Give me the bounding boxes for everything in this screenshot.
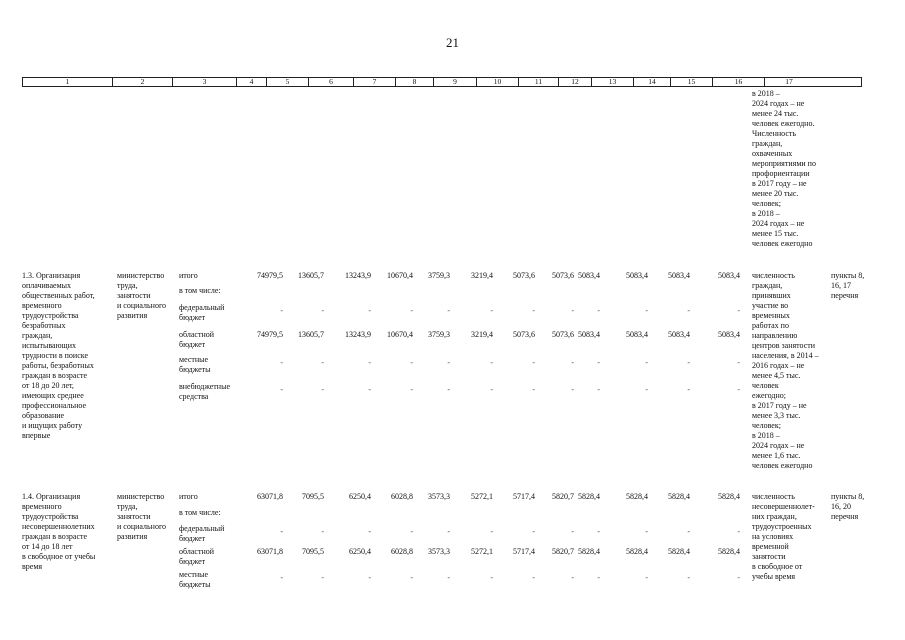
empty-value-dash: - (571, 385, 574, 394)
total-value: 6028,8 (391, 492, 413, 501)
page-number: 21 (446, 35, 459, 50)
empty-value-dash: - (687, 358, 690, 367)
regional-budget-value: 74979,5 (257, 330, 283, 339)
total-value: 5717,4 (513, 492, 535, 501)
header-col-4: 4 (237, 78, 267, 86)
row-points: пункты 8, 16, 20 перечня (831, 492, 865, 521)
empty-value-dash: - (645, 306, 648, 315)
empty-value-dash: - (447, 358, 450, 367)
header-col-1: 1 (23, 78, 113, 86)
regional-budget-value: 5083,4 (668, 330, 690, 339)
funding-source: итого (179, 271, 198, 280)
empty-value-dash: - (368, 385, 371, 394)
empty-value-dash: - (571, 573, 574, 582)
empty-value-dash: - (410, 527, 413, 536)
regional-budget-value: 10670,4 (387, 330, 413, 339)
total-value: 5083,4 (626, 271, 648, 280)
total-value: 3573,3 (428, 492, 450, 501)
empty-value-dash: - (532, 573, 535, 582)
header-col-10: 10 (477, 78, 519, 86)
funding-source: федеральный бюджет (179, 524, 225, 543)
empty-value-dash: - (321, 358, 324, 367)
empty-value-dash: - (410, 573, 413, 582)
empty-value-dash: - (597, 358, 600, 367)
empty-value-dash: - (410, 306, 413, 315)
empty-value-dash: - (737, 358, 740, 367)
empty-value-dash: - (368, 358, 371, 367)
total-value: 5828,4 (718, 492, 740, 501)
empty-value-dash: - (490, 573, 493, 582)
row-indicator: численность граждан, принявших участие во временных работах по направлению центров занятости населения, в 2014 – 2016 годах – не менее 4,5 тыс. человек ежегодно; в 2017 году – не менее 3,3 тыс. человек; в 2018 – 2024 годах – не менее 1,6 тыс. человек ежегодно (752, 271, 819, 470)
empty-value-dash: - (321, 385, 324, 394)
total-value: 5083,4 (668, 271, 690, 280)
regional-budget-value: 13605,7 (298, 330, 324, 339)
regional-budget-value: 7095,5 (302, 547, 324, 556)
regional-budget-value: 13243,9 (345, 330, 371, 339)
header-col-13: 13 (592, 78, 634, 86)
regional-budget-value: 5083,4 (626, 330, 648, 339)
regional-budget-value: 5083,4 (578, 330, 600, 339)
empty-value-dash: - (410, 358, 413, 367)
empty-value-dash: - (490, 527, 493, 536)
total-value: 5073,6 (513, 271, 535, 280)
header-col-7: 7 (354, 78, 396, 86)
header-col-12: 12 (559, 78, 592, 86)
empty-value-dash: - (645, 573, 648, 582)
empty-value-dash: - (368, 573, 371, 582)
empty-value-dash: - (280, 527, 283, 536)
empty-value-dash: - (280, 385, 283, 394)
funding-source: внебюджетные средства (179, 382, 230, 401)
regional-budget-value: 5272,1 (471, 547, 493, 556)
total-value: 7095,5 (302, 492, 324, 501)
empty-value-dash: - (687, 306, 690, 315)
empty-value-dash: - (368, 527, 371, 536)
header-col-14: 14 (634, 78, 671, 86)
header-col-2: 2 (113, 78, 173, 86)
regional-budget-value: 5820,7 (552, 547, 574, 556)
empty-value-dash: - (571, 358, 574, 367)
regional-budget-value: 6028,8 (391, 547, 413, 556)
empty-value-dash: - (321, 573, 324, 582)
empty-value-dash: - (597, 527, 600, 536)
empty-value-dash: - (687, 573, 690, 582)
empty-value-dash: - (280, 306, 283, 315)
regional-budget-value: 63071,8 (257, 547, 283, 556)
empty-value-dash: - (645, 527, 648, 536)
regional-budget-value: 3759,3 (428, 330, 450, 339)
header-col-8: 8 (396, 78, 434, 86)
funding-source: местные бюджеты (179, 355, 211, 374)
funding-source: федеральный бюджет (179, 303, 225, 322)
empty-value-dash: - (532, 527, 535, 536)
regional-budget-value: 5828,4 (668, 547, 690, 556)
funding-source: в том числе: (179, 508, 221, 517)
empty-value-dash: - (368, 306, 371, 315)
empty-value-dash: - (687, 527, 690, 536)
empty-value-dash: - (597, 306, 600, 315)
total-value: 5828,4 (578, 492, 600, 501)
empty-value-dash: - (321, 527, 324, 536)
empty-value-dash: - (737, 573, 740, 582)
total-value: 3759,3 (428, 271, 450, 280)
regional-budget-value: 5083,4 (718, 330, 740, 339)
funding-source: итого (179, 492, 198, 501)
total-value: 74979,5 (257, 271, 283, 280)
total-value: 5820,7 (552, 492, 574, 501)
empty-value-dash: - (490, 385, 493, 394)
table-header-row (22, 77, 862, 87)
empty-value-dash: - (571, 527, 574, 536)
empty-value-dash: - (571, 306, 574, 315)
empty-value-dash: - (532, 385, 535, 394)
row-title: 1.4. Организация временного трудоустройства несовершеннолетних граждан в возрасте от 14 до 18 лет в свободное от учебы время (22, 492, 96, 571)
empty-value-dash: - (737, 306, 740, 315)
funding-source: областной бюджет (179, 547, 215, 566)
total-value: 13605,7 (298, 271, 324, 280)
empty-value-dash: - (687, 385, 690, 394)
row-title: 1.3. Организация оплачиваемых общественных работ, временного трудоустройства безработных граждан, испытывающих трудности в поиске работы, безработных граждан в возрасте от 18 до 20 лет, имеющих среднее профессиональное образование и ищущих работу впервые (22, 271, 95, 440)
header-col-6: 6 (309, 78, 354, 86)
empty-value-dash: - (321, 306, 324, 315)
empty-value-dash: - (280, 573, 283, 582)
funding-source: областной бюджет (179, 330, 215, 349)
empty-value-dash: - (447, 306, 450, 315)
total-value: 3219,4 (471, 271, 493, 280)
regional-budget-value: 5828,4 (578, 547, 600, 556)
header-col-17: 17 (785, 77, 793, 86)
continued-indicator-text: в 2018 – 2024 годах – не менее 24 тыс. человек ежегодно. Численность граждан, охваченных мероприятиями по профориентации в 2017 году – не менее 20 тыс. человек; в 2018 – 2024 годах – не менее 15 тыс. человек ежегодно (752, 89, 816, 248)
regional-budget-value: 5073,6 (513, 330, 535, 339)
regional-budget-value: 3219,4 (471, 330, 493, 339)
total-value: 5083,4 (718, 271, 740, 280)
regional-budget-value: 6250,4 (349, 547, 371, 556)
header-col-15: 15 (671, 78, 713, 86)
header-col-3: 3 (173, 78, 237, 86)
regional-budget-value: 5828,4 (718, 547, 740, 556)
total-value: 5083,4 (578, 271, 600, 280)
row-executor: министерство труда, занятости и социального развития (117, 492, 167, 541)
empty-value-dash: - (280, 358, 283, 367)
total-value: 5828,4 (668, 492, 690, 501)
total-value: 5272,1 (471, 492, 493, 501)
header-col-11: 11 (519, 78, 559, 86)
total-value: 5828,4 (626, 492, 648, 501)
header-col-16: 16 (713, 78, 765, 86)
funding-source: в том числе: (179, 286, 221, 295)
empty-value-dash: - (490, 358, 493, 367)
empty-value-dash: - (410, 385, 413, 394)
row-points: пункты 8, 16, 17 перечня (831, 271, 865, 300)
empty-value-dash: - (597, 573, 600, 582)
empty-value-dash: - (532, 358, 535, 367)
regional-budget-value: 5828,4 (626, 547, 648, 556)
empty-value-dash: - (447, 385, 450, 394)
total-value: 10670,4 (387, 271, 413, 280)
empty-value-dash: - (447, 527, 450, 536)
empty-value-dash: - (737, 527, 740, 536)
empty-value-dash: - (737, 385, 740, 394)
empty-value-dash: - (490, 306, 493, 315)
empty-value-dash: - (645, 385, 648, 394)
header-col-9: 9 (434, 78, 477, 86)
total-value: 63071,8 (257, 492, 283, 501)
header-col-5: 5 (267, 78, 309, 86)
total-value: 5073,6 (552, 271, 574, 280)
empty-value-dash: - (597, 385, 600, 394)
total-value: 6250,4 (349, 492, 371, 501)
total-value: 13243,9 (345, 271, 371, 280)
empty-value-dash: - (532, 306, 535, 315)
regional-budget-value: 5717,4 (513, 547, 535, 556)
empty-value-dash: - (447, 573, 450, 582)
row-executor: министерство труда, занятости и социального развития (117, 271, 167, 320)
funding-source: местные бюджеты (179, 570, 211, 589)
regional-budget-value: 3573,3 (428, 547, 450, 556)
empty-value-dash: - (645, 358, 648, 367)
row-indicator: численность несовершеннолет- них граждан, трудоустроенных на условиях временной занятости в свободное от учебы время (752, 492, 815, 581)
regional-budget-value: 5073,6 (552, 330, 574, 339)
